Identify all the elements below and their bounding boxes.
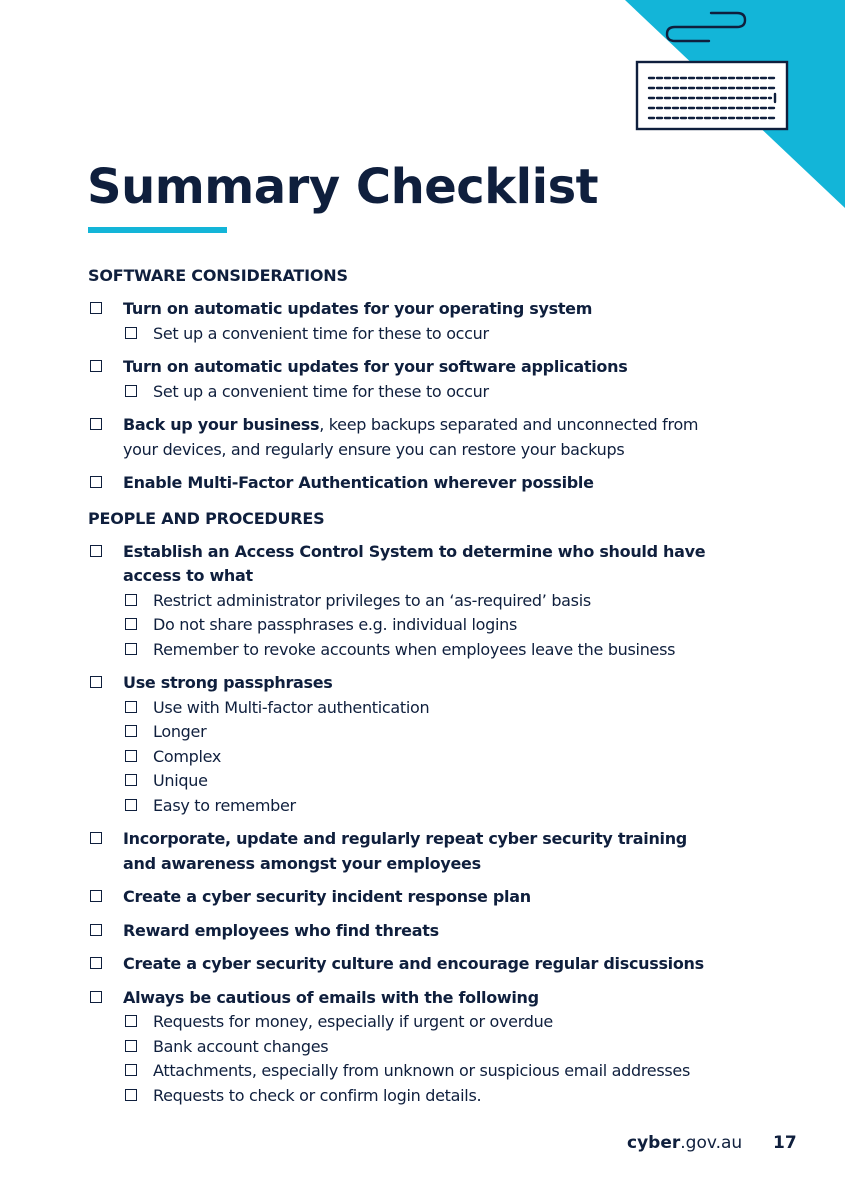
checklist-item [88,827,788,876]
checkbox[interactable] [125,1015,137,1027]
checklist-subitem [88,613,788,638]
page-title: Summary Checklist [87,159,599,215]
checklist-item [88,986,788,1011]
item-text: Create a cyber security incident response plan [123,887,531,906]
checkbox[interactable] [90,832,102,844]
section-heading-software: SOFTWARE CONSIDERATIONS [88,266,348,285]
subitem-text: Do not share passphrases e.g. individual logins [153,615,518,634]
checkbox[interactable] [125,594,137,606]
checkbox[interactable] [90,545,102,557]
checkbox[interactable] [125,750,137,762]
subitem-text: Easy to remember [153,795,296,815]
checklist-item [88,885,788,910]
checklist-item [88,297,788,322]
checkbox[interactable] [125,643,137,655]
checklist-subitem [88,1059,788,1084]
subitem-text: Requests for money, especially if urgent or overdue [153,1012,553,1031]
item-text-line-1: Incorporate, update and regularly repeat cyber security training [123,829,687,848]
item-text-line-2: your devices, and regularly ensure you can restore your backups [123,439,625,459]
subitem-text: Set up a convenient time for these to occur [153,381,489,401]
checkbox[interactable] [125,701,137,713]
checkbox[interactable] [90,360,102,372]
checklist-subitem [88,322,788,347]
checkbox[interactable] [90,302,102,314]
checklist-subitem [88,745,788,770]
item-text-rest: , keep backups separated and unconnected from [319,415,699,434]
checklist-subitem [88,696,788,721]
footer-site-link[interactable] [627,1131,742,1155]
checklist-subitem [88,769,788,794]
checkbox[interactable] [125,385,137,397]
footer-site-bold: cyber [627,1133,681,1153]
subitem-text: Longer [153,722,207,741]
checklist-subitem [88,1035,788,1060]
subitem-text: Set up a convenient time for these to occur [153,323,489,343]
subitem-text: Bank account changes [153,1036,329,1056]
checklist-subitem [88,589,788,614]
checklist-item [88,355,788,380]
checklist-subitem [88,794,788,819]
checklist-item [88,952,788,977]
page-number: 17 [773,1133,797,1153]
checkbox[interactable] [90,476,102,488]
item-text-bold: Back up your business [123,415,320,434]
item-text: Create a cyber security culture and encourage regular discussions [123,954,704,973]
checklist [88,264,788,1108]
checklist-subitem [88,638,788,663]
checkbox[interactable] [125,774,137,786]
checkbox[interactable] [90,991,102,1003]
checkbox[interactable] [125,725,137,737]
item-text: Turn on automatic updates for your software applications [123,357,628,376]
checkbox[interactable] [125,1040,137,1052]
checklist-item [88,471,788,496]
item-text: Always be cautious of emails with the following [123,987,539,1007]
checkbox[interactable] [90,924,102,936]
checklist-item [88,671,788,696]
subitem-text: Complex [153,746,222,766]
section-heading-people: PEOPLE AND PROCEDURES [88,508,325,528]
subitem-text: Use with Multi-factor authentication [153,697,430,717]
checkbox[interactable] [90,418,102,430]
checklist-item [88,413,788,462]
checkbox[interactable] [90,957,102,969]
subitem-text: Restrict administrator privileges to an ‘as-required’ basis [153,590,591,610]
item-text-line-2: access to what [123,566,253,585]
checklist-subitem [88,380,788,405]
title-underline [88,227,227,233]
item-text: Enable Multi-Factor Authentication wherever possible [123,473,594,492]
item-text: Use strong passphrases [123,673,333,692]
checklist-subitem [88,1084,788,1109]
item-text-line-1: Establish an Access Control System to determine who should have [123,541,706,561]
checklist-item [88,540,788,589]
footer-site-rest: .gov.au [680,1133,743,1153]
checklist-subitem [88,720,788,745]
checkbox[interactable] [90,890,102,902]
checkbox[interactable] [125,327,137,339]
item-text-line-1 [123,413,788,438]
item-text: Turn on automatic updates for your operating system [123,299,593,318]
checkbox[interactable] [125,799,137,811]
item-text-line-2: and awareness amongst your employees [123,853,481,873]
checkbox[interactable] [125,1089,137,1101]
subitem-text: Remember to revoke accounts when employees leave the business [153,639,676,659]
checklist-item [88,919,788,944]
subitem-text: Requests to check or confirm login details. [153,1085,482,1105]
subitem-text: Unique [153,771,208,790]
corner-decoration [625,0,845,210]
checklist-subitem [88,1010,788,1035]
checkbox[interactable] [90,676,102,688]
subitem-text: Attachments, especially from unknown or suspicious email addresses [153,1061,690,1080]
checkbox[interactable] [125,1064,137,1076]
item-text: Reward employees who find threats [123,920,439,940]
checkbox[interactable] [125,618,137,630]
